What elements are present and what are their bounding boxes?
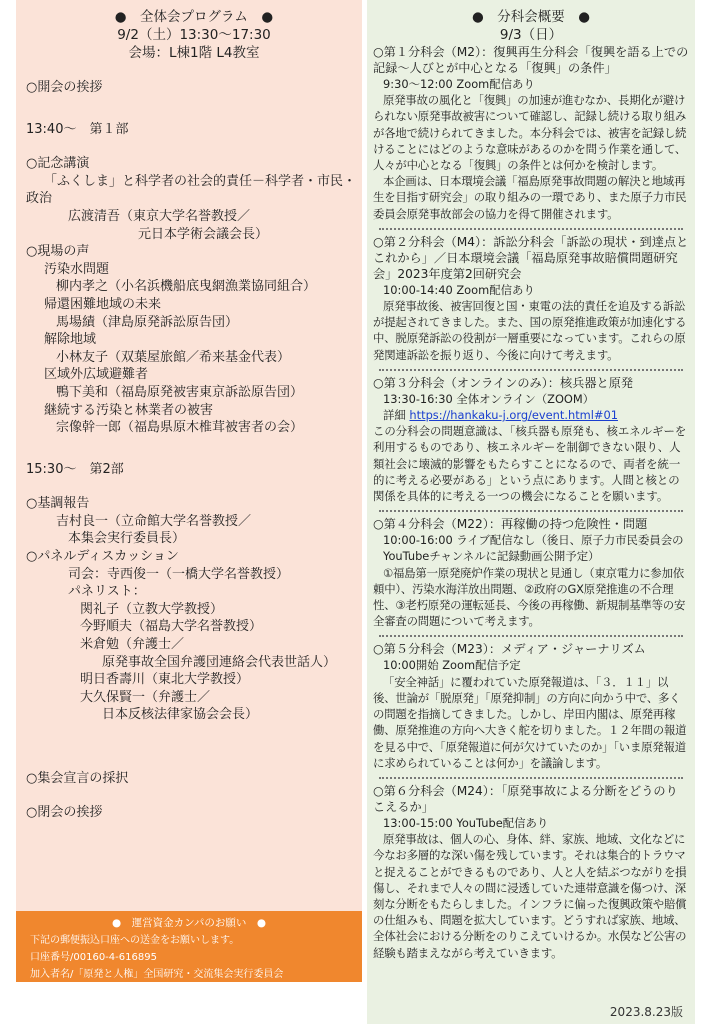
panelist: 関礼子（立教大学教授）: [80, 601, 224, 617]
lecture-speaker-role: 元日本学術会議会長）: [138, 226, 269, 242]
part2-time: 15:30～ 第2部: [26, 461, 124, 477]
session3-detail-label: 詳細: [383, 408, 406, 423]
session4-time: 10:00-16:00 ライブ配信なし（後日、原子力市民委員会のYouTubeチャンネルに記録動画公開予定）: [383, 533, 684, 564]
declaration-adoption: ○集会宣言の採択: [26, 771, 129, 786]
voice-person: 柳内孝之（小名浜機船底曳網漁業協同組合）: [56, 279, 317, 295]
session5-title: ○第５分科会（M23）：メディア・ジャーナリズム: [373, 642, 646, 657]
lecture-heading: ○記念講演: [26, 156, 90, 172]
donation-account-holder: 加入者名/「原発と人権」全国研究・交流集会実行委員会: [30, 969, 284, 980]
donation-account-number: 口座番号/00160-4-616895: [30, 952, 157, 963]
divider: [379, 635, 683, 637]
voice-topic: 汚染水問題: [44, 261, 110, 277]
panelists-label: パネリスト：: [68, 584, 146, 600]
session1-title: ○第１分科会（M2）：復興再生分科会「復興を語る上での記録～人びとが中心となる「復興」の条件」: [373, 45, 689, 75]
session3-detail: [373, 407, 689, 423]
session6-time: 13:00-15:00 YouTube配信あり: [383, 815, 549, 830]
session5-description: 「安全神話」に覆われていた原発報道は、「３．１１」以後、世論が「脱原発」「原発抑制」の方向に向かう中で、多くの問題を指摘してきました。しかし、岸田内閣は、原発再稼働、原発推進の方向へ大きく舵を切りました。１２年間の報道を見る中で、「原発報道に何が欠けていたのか」「いま原発報道に求められていることは何か」を議論します。: [373, 674, 687, 770]
session3-description: この分科会の問題意識は、「核兵器も原発も、核エネルギーを利用するものであり、核エネルギーを制御できない限り、人類社会に壊滅的影響をもたらすことになるので、両者を統一的に考える必要がある」という点にあります。人間と核との関係を具体的に考える一つの機会になることを願います。: [373, 424, 687, 504]
sessions-title: ● 分科会概要 ●: [471, 9, 591, 25]
session2-time: 10:00-14:40 Zoom配信あり: [383, 282, 535, 297]
general-session-venue: 会場：L棟1階 L4教室: [128, 45, 260, 61]
session6-title: ○第６分科会（M24）：「原発事故による分断をどうのりこえるか」: [373, 783, 678, 814]
donation-box: [16, 911, 362, 982]
divider: [379, 228, 683, 230]
panelist: 米倉勉（弁護士／: [80, 637, 185, 653]
lecture-title: 「ふくしま」と科学者の社会的責任－科学者・市民・: [44, 173, 357, 189]
session3-time: 13:30-16:30 全体オンライン（ZOOM）: [383, 391, 595, 406]
panelist-role: 原発事故全国弁護団連絡会代表世話人）: [102, 654, 337, 670]
voice-person: 小林友子（双葉屋旅館／希来基金代表）: [56, 349, 291, 365]
divider: [379, 777, 683, 779]
voice-topic: 解除地域: [44, 332, 97, 348]
lecture-speaker: 広渡清吾（東京大学名誉教授／: [68, 208, 251, 224]
divider: [379, 369, 683, 371]
closing-remarks: ○閉会の挨拶: [26, 804, 103, 820]
session5-time: 10:00開始 Zoom配信予定: [383, 658, 521, 673]
session2-description: 原発事故後、被害回復と国・東電の法的責任を追及する訴訟が提起されてきました。また、国の原発推進政策が加速化する中、脱原発訴訟の役割が一層重要になっています。これらの原発関連訴訟を振り返り、今後に向けて考えます。: [373, 299, 687, 362]
general-session-panel: [16, 0, 362, 911]
session4-description: ①福島第一原発廃炉作業の現状と見通し（東京電力に参加依頼中）、汚染水海洋放出問題、②政府のGX原発推進の不合理性、③老朽原発の運転延長、今後の再稼働、新規制基準等の安全審査の問題について考えます。: [373, 565, 686, 629]
voice-person: 鴨下美和（福島原発被害東京訴訟原告団）: [56, 384, 304, 400]
general-session-date: 9/2（土）13:30～17:30: [117, 27, 271, 43]
donation-instruction: 下記の郵便振込口座への送金をお願いします。: [30, 935, 240, 946]
general-session-title: ● 全体会プログラム ●: [114, 9, 274, 25]
voice-topic: 帰還困難地域の未来: [44, 296, 162, 312]
panelist: 今野順夫（福島大学名誉教授）: [80, 619, 263, 635]
session1-description: 原発事故の風化と「復興」の加速が進むなか、長期化が避けられない原発事故被害について確認し、記録し続ける取り組みが各地で続けられてきました。本分科会では、被害を記録し続けることにはどのような意味があるのかを問う作業を通して、人々が中心となる「復興」の条件とは何かを検討します。: [373, 93, 687, 173]
panel-moderator: 司会：寺西俊一（一橋大学名誉教授）: [68, 566, 290, 582]
session3-link[interactable]: https://hankaku-j.org/event.html#01: [409, 408, 618, 423]
keynote-speaker-role: 本集会実行委員長）: [68, 531, 186, 547]
donation-title: ● 運営資金カンパのお願い ●: [111, 917, 267, 929]
keynote-speaker: 吉村良一（立命館大学名誉教授／: [56, 513, 252, 529]
voice-person: 宗像幹一郎（福島県原木椎茸被害者の会）: [56, 420, 304, 436]
voice-person: 馬場績（津島原発訴訟原告団）: [56, 314, 239, 330]
keynote-heading: ○基調報告: [26, 496, 90, 512]
session1-time: 9:30～12:00 Zoom配信あり: [383, 77, 535, 91]
session3-title: ○第３分科会（オンラインのみ）：核兵器と原発: [373, 375, 634, 390]
voices-heading: ○現場の声: [26, 244, 90, 260]
lecture-title-cont: 政治: [26, 191, 53, 207]
sessions-date: 9/3（日）: [499, 27, 563, 43]
panelist: 明日香壽川（東北大学教授）: [80, 672, 250, 688]
divider: [379, 510, 683, 512]
part1-time: 13:40～ 第１部: [26, 121, 129, 137]
panelist-role: 日本反核法律家協会会長）: [102, 707, 259, 723]
session2-title: ○第２分科会（M4）：訴訟分科会「訴訟の現状・到達点とこれから」／日本環境会議「福島原発事故賠償問題研究会」2023年度第2回研究会: [373, 234, 689, 281]
voice-topic: 区域外広域避難者: [44, 367, 149, 383]
version-label: 2023.8.23版: [609, 1004, 683, 1019]
session6-description: 原発事故は、個人の心、身体、絆、家族、地域、文化などに今なお多層的な深い傷を残しています。それは集合的トラウマと捉えることができるものであり、人と人を結ぶつながりを損傷し、それまで人々の間に浸透していた連帯意識を傷つけ、深刻な分断をもたらしました。インフラに偏った復興政策や賠償の仕組みも、問題を拡大しています。どうすれば家族、地域、全体社会における分断をのりこえていけるか。水俣など公害の経験も踏まえながら考えていきます。: [373, 832, 687, 960]
voice-topic: 継続する汚染と林業者の被害: [44, 402, 214, 418]
session1-note: 本企画は、日本環境会議「福島原発事故問題の解決と地域再生を目指す研究会」の取り組みの一環であり、また原子力市民委員会原発事故部会の協力を得て開催されます。: [373, 174, 687, 221]
sessions-panel: [367, 0, 695, 1024]
opening-remarks: ○開会の挨拶: [26, 80, 103, 95]
panelist: 大久保賢一（弁護士／: [80, 689, 211, 705]
panel-heading: ○パネルディスカッション: [26, 549, 179, 565]
session4-title: ○第４分科会（M22）：再稼働の持つ危険性・問題: [373, 517, 648, 532]
